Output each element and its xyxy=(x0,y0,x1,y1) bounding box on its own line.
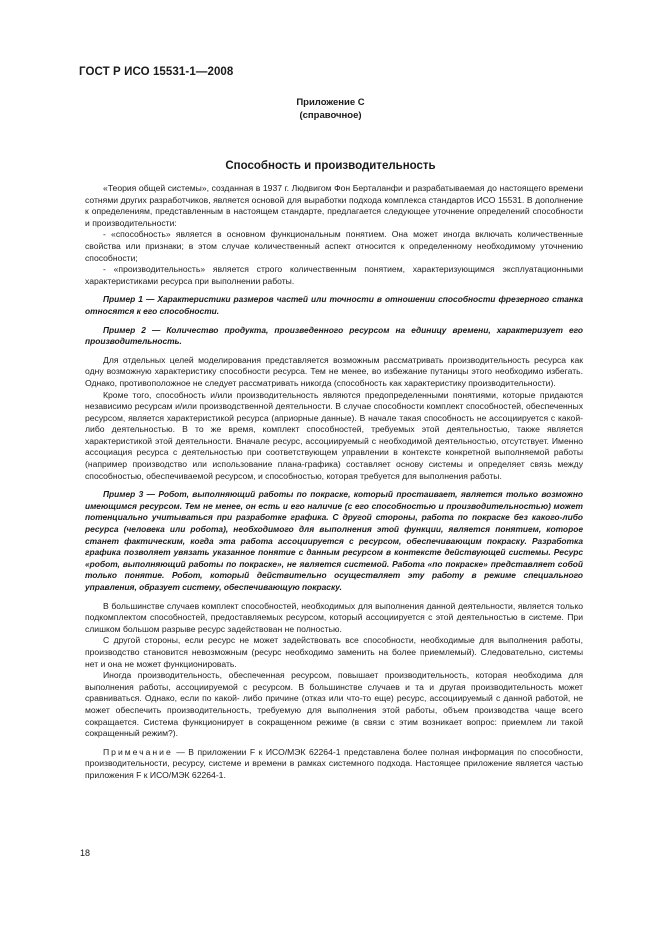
modeling-paragraph: Для отдельных целей моделирования представляется возможным рассматривать производительность ресурса как одну возможную характеристику способности ресурса. Тем не менее, во избежание путаницы этого необходимо избегать. Однако, противоположное не следует рассматривать никогда (способность как характеристику производительности). xyxy=(85,354,583,388)
appendix-subtitle: (справочное) xyxy=(299,110,362,121)
page-number: 18 xyxy=(80,848,91,858)
document-header: ГОСТ Р ИСО 15531-1—2008 xyxy=(79,66,234,78)
predefined-concepts-paragraph: Кроме того, способность и/или производительность являются предопределенными понятиями, которые придаются независимо ресурсам и/или производственной деятельности. В случае способности комплект способностей, обеспеченных ресурсом, является характеристикой ресурса (априорные данные). В начале такая способность не ассоциируется с какой-либо деятельностью. В то же время, комплект способностей, требуемых этой деятельностью, также является характеристикой этой деятельности. Вначале ресурс, ассоциируемый с необходимой деятельностью, отсутствует. Именно ассоциация ресурса с деятельностью при соответствующем управлении в контексте конкретной выполняемой работы (например производство или использование плана-графика) составляет основу системы и определяет связь между способностью, обеспечиваемой ресурсом, и способностью, которая требуется для выполнения работы. xyxy=(85,389,583,481)
performance-paragraph: Иногда производительность, обеспеченная ресурсом, повышает производительность, которая необходима для выполнения работы, ассоциируемой с ресурсом. В большинстве случаев и та и другая производительность может сравниваться. Однако, если по какой- либо причине (отказ или что-то еще) ресурс, ассоциируемый с данной работой, не может обеспечить производительность, требуемую для выполнения этой работы, объем производства чаще всего сокращается. Система функционирует в сокращенном режиме (в связи с этим возникает вопрос: приемлем ли такой сокращенный режим?). xyxy=(85,670,583,739)
example-2: Пример 2 — Количество продукта, произведенного ресурсом на единицу времени, характеризует его производительность. xyxy=(85,324,583,347)
definition-performance: - «производительность» является строго количественным понятием, характеризующимся эксплуатационными характеристиками ресурса при выполнении работы. xyxy=(85,264,583,286)
example-1: Пример 1 — Характеристики размеров частей или точности в отношении способности фрезерного станка относятся к его способности. xyxy=(85,294,583,316)
note-text: — В приложении F к ИСО/МЭК 62264-1 представлена более полная информация по способности, производительности, ресурсу, системе и времени в рамках системного подхода. Настоящее приложение является частью приложения F к ИСО/МЭК 62264-1. xyxy=(85,746,583,780)
other-side-paragraph: С другой стороны, если ресурс не может задействовать все способности, необходимые для выполнения работы, производство становится невозможным (ресурс необходимо заменить на более приемлемый). Следовательно, системы нет и она не может функционировать. xyxy=(85,635,583,669)
body-text xyxy=(85,183,583,782)
subset-paragraph: В большинстве случаев комплект способностей, необходимых для выполнения данной деятельности, является только подкомплектом способностей, предоставляемых ресурсом, который ассоциируется с этой деятельностью в системе. При слишком большом разрыве ресурс задействован не полностью. xyxy=(85,600,583,634)
appendix-title: Приложение С xyxy=(296,97,365,108)
intro-paragraph: «Теория общей системы», созданная в 1937 г. Людвигом Фон Берталанфи и разрабатываемая до настоящего времени сотнями других разработчиков, является основой для выработки подхода комплекса стандартов ИСО 15531. В дополнение к определениям, представленным в настоящем стандарте, предлагается следующее уточнение определений способности и производительности: xyxy=(85,183,583,228)
example-3: Пример 3 — Робот, выполняющий работы по покраске, который простаивает, является только возможно имеющимся ресурсом. Тем не менее, он есть и его наличие (с его способностью и производительностью) может потенциально учитываться при разработке графика. С другой стороны, работа по покраске без какого-либо ресурса (человека или робота), необходимого для выполнения этой функции, является понятием, которое станет фактическим, когда эта работа ассоциируется с ресурсом, обеспечивающим покраску. Разработка графика позволяет увязать указанное понятие с данным ресурсом в контексте действующей системы. Ресурс «робот, выполняющий работы по покраске», не является системой. Работа «по покраске» представляет собой только понятие. Робот, который действительно осуществляет эту работу в режиме специального управления, образует систему, обеспечивающую покраску. xyxy=(85,489,583,592)
note-paragraph xyxy=(85,747,583,782)
note-label: Примечание xyxy=(103,746,173,757)
definition-capability: - «способность» является в основном функциональным понятием. Она может иногда включать количественные свойства или признаки; в этом случае количественный аспект относится к определенному необходимому уточнению способности; xyxy=(85,229,583,263)
section-title: Способность и производительность xyxy=(225,160,436,172)
